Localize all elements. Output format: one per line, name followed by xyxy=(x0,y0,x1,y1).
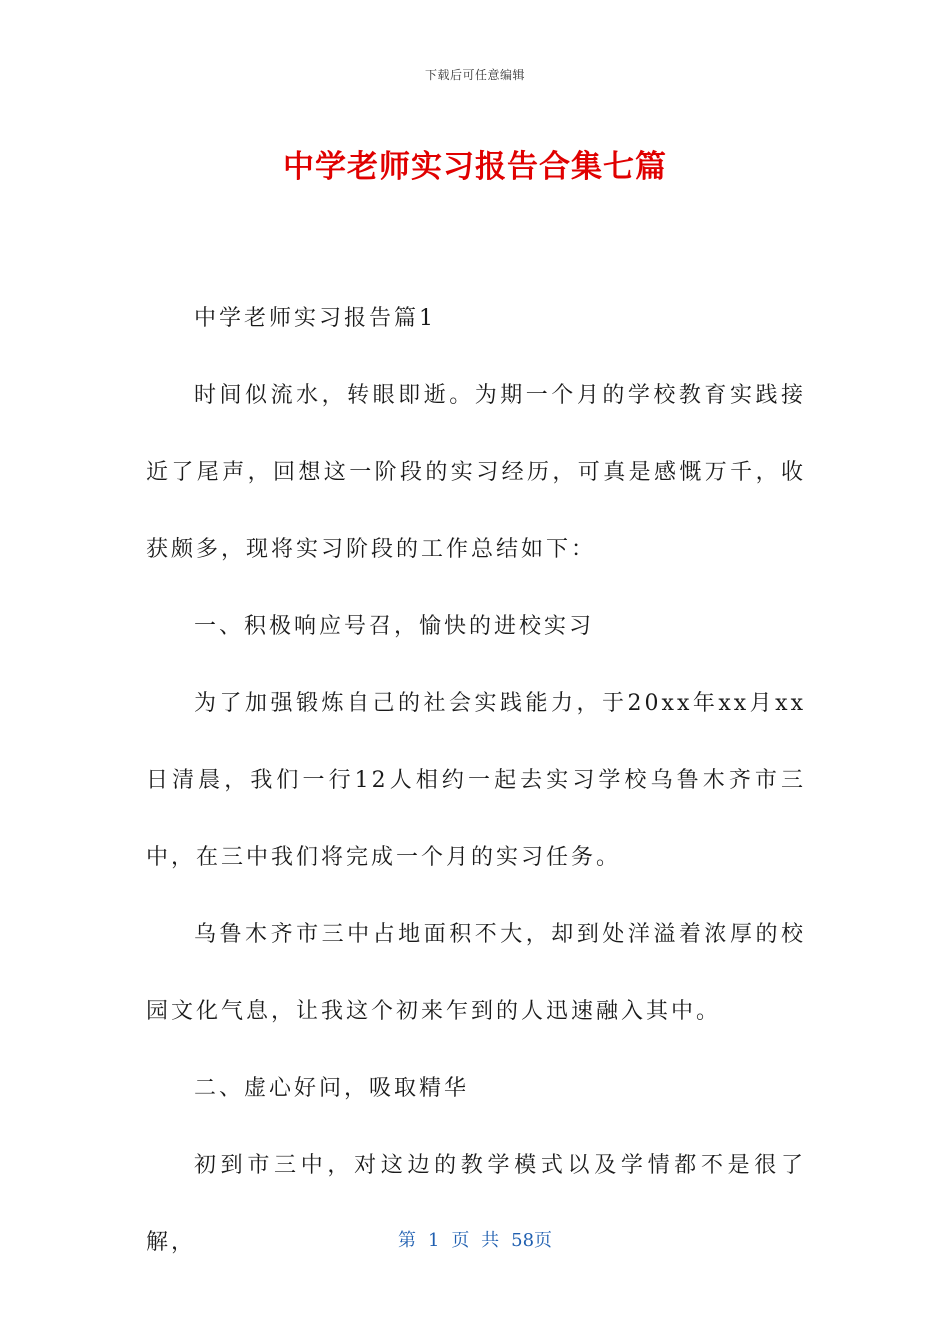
current-page-number: 1 xyxy=(427,1230,440,1251)
document-body xyxy=(146,280,806,1281)
body-paragraph: 为了加强锻炼自己的社会实践能力，于20xx年xx月xx日清晨，我们一行12人相约一起去实习学校乌鲁木齐市三中，在三中我们将完成一个月的实习任务。 xyxy=(146,691,806,870)
document-title: 中学老师实习报告合集七篇 xyxy=(283,149,667,185)
page-label-prefix: 第 xyxy=(397,1230,416,1251)
body-paragraph: 时间似流水，转眼即逝。为期一个月的学校教育实践接近了尾声，回想这一阶段的实习经历，可真是感慨万千，收获颇多，现将实习阶段的工作总结如下： xyxy=(146,383,806,562)
sub-heading: 一、积极响应号召，愉快的进校实习 xyxy=(194,614,595,639)
page-footer xyxy=(0,1226,950,1252)
body-paragraph: 乌鲁木齐市三中占地面积不大，却到处洋溢着浓厚的校园文化气息，让我这个初来乍到的人迅速融入其中。 xyxy=(146,922,806,1024)
body-paragraph: 初到市三中，对这边的教学模式以及学情都不是很了解， xyxy=(146,1153,806,1255)
page-label-mid: 页 共 xyxy=(451,1230,500,1251)
section-heading: 中学老师实习报告篇1 xyxy=(194,306,436,331)
header-note: 下载后可任意编辑 xyxy=(424,68,525,82)
total-pages: 58页 xyxy=(511,1230,553,1251)
sub-heading: 二、虚心好问，吸取精华 xyxy=(194,1076,470,1101)
